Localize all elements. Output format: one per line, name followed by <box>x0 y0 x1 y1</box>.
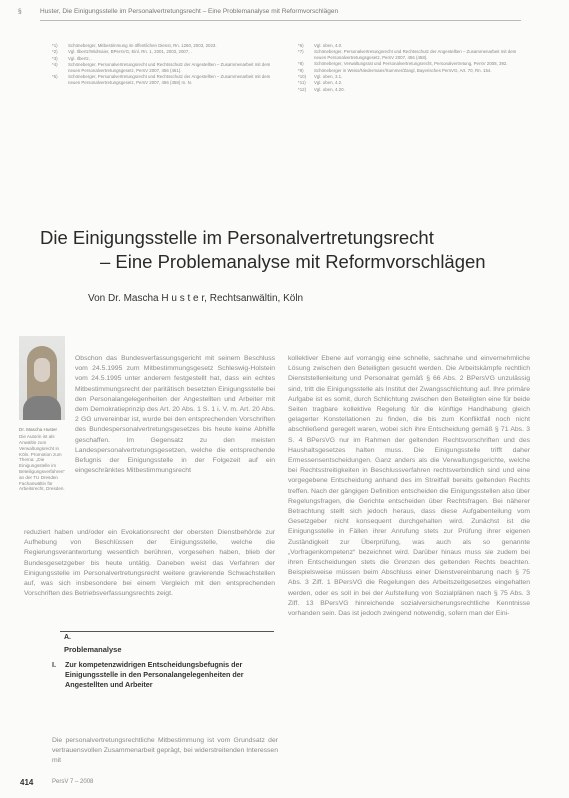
author-photo <box>19 336 65 420</box>
footnote-text: Schöneberger, Personalvertretungsrecht und Rechtsschutz der Angestellten – Zusammenarbeit mit dem neuen Personalvertretungsgesetz, PersV 2007, 456 (461). <box>68 62 271 73</box>
author-photo-body <box>23 396 61 420</box>
subsection-number: I. <box>52 660 56 669</box>
footer-journal: PersV 7 – 2008 <box>52 779 94 785</box>
author-photo-face <box>34 358 50 382</box>
running-head <box>0 8 569 30</box>
footnote-number: *5) <box>52 74 58 80</box>
right-column: kollektiver Ebene auf vorrangig eine schnelle, sachnahe und einvernehmliche Lösung zwischen den Beteiligten gesucht werden. Die Arbeitskämpfe rechtlich Dienststellenleitung und Personalrat gemäß § 66 Abs. 2 BPersVG unzulässig sind, tritt die Einigungsstelle als Institut der Zwangsschlichtung auf. Ihre primäre Aufgabe ist es somit, durch Schlichtung zwischen den Beteiligten eine für beide Seiten tragbare kollektive Regelung für die künftige Handhabung gleich gelagerter Konstellationen zu finden, die bis zum Konfliktfall noch nicht abschließend geregelt waren, wobei sich ihre Entscheidung gemäß § 71 Abs. 3 S. 4 BPersVG nur im Rahmen der geltenden Rechtsvorschriften und des Haushaltsgesetzes halten muss. Die Einigungsstelle trifft daher Ermessensentscheidungen. Ganz anders als die Verwaltungsgerichte, welche bei Rechtsstreitigkeiten in Beschlussverfahren rechtsverbindlich sind und eine vorgegebene Entscheidung anhand des im Streitfall bereits geltenden Rechts treffen. Nach der gängigen Definition entscheiden die Einigungsstellen also über Regelungsfragen, die Gerichte entscheiden über Rechtsfragen. Bei näherer Betrachtung stellt sich jedoch heraus, dass diese Aufgabenteilung vom Gesetzgeber nicht konsequent durchgehalten wird. Zunächst ist die Einigungsstelle in Fällen ihrer Anrufung stets zur Prüfung ihrer eigenen Zuständigkeit zur Überprüfung, was auch als so genannte „Vorfragenkompetenz“ bezeichnet wird. Darüber hinaus muss sie zudem bei ihren Entscheidungen stets die Grenzen des geltenden Rechts beachten. Beispielsweise müssen beim Abschluss einer Dienstvereinbarung nach § 75 Abs. 3 Ziff. 1 BPersVG die Regelungen des Arbeitszeitgesetzes eingehalten werden, oder es soll in bei der Aufstellung von Sozialplänen nach § 75 Abs. 3 Ziff. 13 BPersVG hinreichende sozialversicherungsrechtliche Kenntnisse vorhanden sein. Das ist jedoch zwingend notwendig, sofern man der Eini- <box>288 355 530 618</box>
section-a-rule <box>60 631 274 632</box>
section-a-title: Problemanalyse <box>64 645 122 654</box>
footnote-text: Schöneberger, Verwaltungsrat und Personalvertretungsrecht, Personalvertretung, PersV 2008, 392. <box>314 61 508 67</box>
footnote-text: Schöneberger in Weiss/Niedermaier/Summer/Zangl, Bayerisches PersVG, Art. 70, Rn. 154. <box>314 67 492 73</box>
footnote-number: *3) <box>52 55 58 61</box>
footnote <box>298 68 520 74</box>
footnote-number: *12) <box>298 86 307 92</box>
article-title-line2: – Eine Problemanalyse mit Reformvorschlägen <box>100 251 486 272</box>
footnote-text: Vgl. oben, 3.1. <box>314 74 343 80</box>
footnote <box>52 56 274 62</box>
footnote-text: Vgl. Ilbertz, . <box>68 55 93 61</box>
section-a-letter: A. <box>64 634 71 641</box>
footnote-number: *11) <box>298 80 306 86</box>
author-caption-name: Dr. Mascha Huster <box>19 427 58 432</box>
footnote-text: Schöneberger, Mitbestimmung im öffentlichen Dienst, Rn. 1260, 2003, 2023. <box>68 43 217 48</box>
footnote <box>298 74 520 80</box>
footnote <box>298 87 520 93</box>
author-byline: Von Dr. Mascha H u s t e r, Rechtsanwältin, Köln <box>88 293 304 304</box>
author-caption-bio: Die Autorin ist als Anwältin zum Verwaltungsrecht in Köln. Promotion zum Thema: „Die Einigungsstelle im Beteiligungsverfahren“ an der TU Dresden Fachanwältin für Arbeitsrecht, Dresden. <box>19 434 65 492</box>
running-head-mark: § <box>18 8 22 15</box>
footnote <box>298 80 520 86</box>
intro-column: Obschon das Bundesverfassungsgericht mit seinem Beschluss vom 24.5.1995 zum Mitbestimmungsgesetz Schleswig-Holstein vom 24.5.1995 unter anderem festgestellt hat, dass ein echtes Mitbestimmungsrecht der paritätisch besetzten Einigungsstelle bei den Personalangelegenheiten der Angestellten und Arbeiter mit dem Demokratieprinzip des Art. 20 Abs. 1 S. 1 i. V. m. Art. 20 Abs. 2 GG unvereinbar ist, wurde bei den entsprechenden Vorschriften des Bundespersonalvertretungsgesetzes bis heute keine Abhilfe geschaffen. Im Gegensatz zu den meisten Landespersonalvertretungsgesetzen, welche die entsprechende Befugnis der Einigungsstelle in der Folgezeit auf ein eingeschränktes Mitbestimmungsrecht <box>75 355 275 475</box>
footnote-text: Vgl. oben, 4.0. <box>314 43 343 48</box>
footnote-number: *7) <box>298 49 304 55</box>
footnote-number: *4) <box>52 62 58 68</box>
footnote-number: *8) <box>298 61 304 67</box>
footnote-text: Schöneberger, Personalvertretungsrecht und Rechtsschutz der Angestellten – Zusammenarbeit mit dem neuen Personalvertretungsgesetz, PersV 2007, 456 (458) m. N. <box>68 74 271 85</box>
footnote <box>298 61 520 67</box>
footnote-number: *1) <box>52 43 58 48</box>
footnote <box>52 62 274 73</box>
footnote-number: *9) <box>298 67 304 73</box>
paragraph-after-heading: Die personalvertretungsrechtliche Mitbestimmung ist vom Grundsatz der vertrauensvollen Zusammenarbeit geprägt, bei widerstreitenden Interessen mit <box>52 737 278 765</box>
article-title-line1: Die Einigungsstelle im Personalvertretungsrecht <box>40 227 434 248</box>
footnote-number: *10) <box>298 74 307 80</box>
running-head-text: Huster, Die Einigungsstelle im Personalvertretungsrecht – Eine Problemanalyse mit Reformvorschlägen <box>40 8 339 15</box>
article-title <box>40 226 540 274</box>
footnote-number: *2) <box>52 49 58 55</box>
subsection-title: Zur kompetenzwidrigen Entscheidungsbefugnis der Einigungsstelle in den Personalangelegenheiten der Angestellten und Arbeiter <box>65 660 244 689</box>
footnote <box>298 43 520 49</box>
footnote <box>298 49 520 60</box>
footnote <box>52 43 274 49</box>
footnotes-right <box>298 43 520 93</box>
running-head-rule <box>40 20 521 21</box>
footnote <box>52 74 274 85</box>
intro-continued: reduziert haben und/oder ein Evokationsrecht der obersten Dienstbehörde zur Aufhebung von Beschlüssen der Einigungsstelle, welche die Regierungsverantwortung wesentlich berühren, vorgesehen haben, blieb der Bundesgesetzgeber bis heute untätig. Daneben weist das Verfahren der Einigungsstelle im Personalvertretungsrecht weitere gravierende Schwachstellen auf, was sich insbesondere bei einem Vergleich mit den entsprechenden Vorschriften des Betriebsverfassungsrechts zeigt. <box>24 529 275 598</box>
footnote <box>52 49 274 55</box>
footnote-text: Vgl. oben, 4.2. <box>314 80 343 86</box>
author-caption <box>19 427 65 492</box>
footnote-text: Vgl. oben, 4.20. <box>314 86 345 92</box>
footnote-text: Vgl. Ilbertz/Widmaier, BPersVG, Einl. Rn. 1, 2001, 2003, 2007, . <box>68 49 192 55</box>
page-number: 414 <box>20 778 34 787</box>
footnotes-left <box>52 43 274 86</box>
subsection-heading <box>52 660 278 690</box>
footnote-text: Schöneberger, Personalvertretungsrecht und Rechtsschutz der Angestellten – Zusammenarbeit mit dem neuen Personalvertretungsgesetz, PersV 2007, 456 (458). <box>314 49 517 60</box>
footnote-number: *6) <box>298 43 304 48</box>
